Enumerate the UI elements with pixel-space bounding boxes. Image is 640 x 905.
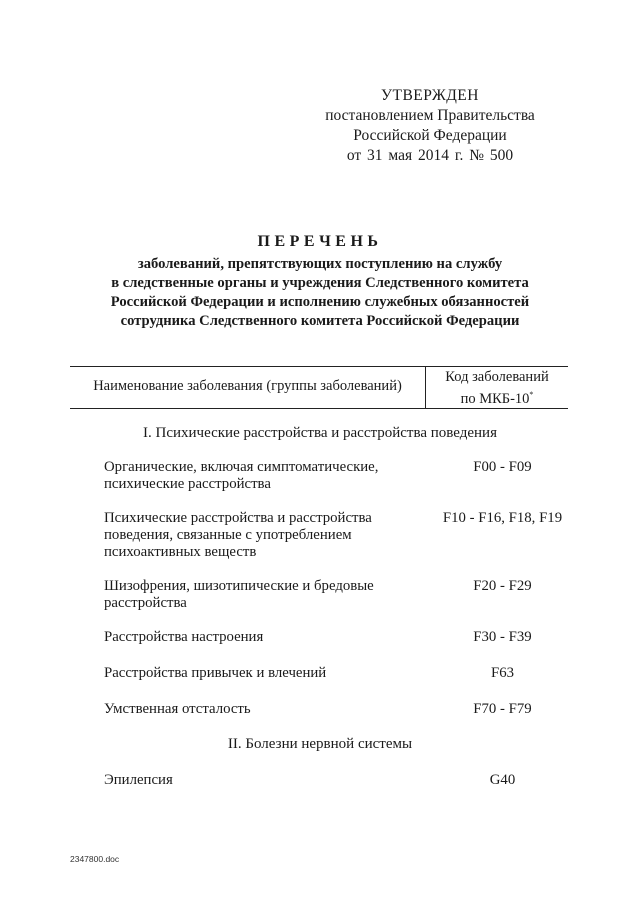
table-row-name: [104, 510, 424, 561]
document-subtitle: [90, 255, 550, 331]
table-row-code: F10 - F16, F18, F19: [442, 510, 563, 526]
approval-line: Российской Федерации: [353, 127, 507, 144]
subtitle-line: сотрудника Следственного комитета Российской Федерации: [120, 313, 520, 329]
table-row-code: F00 - F09: [473, 459, 532, 475]
row-name-line: Умственная отсталость: [104, 701, 251, 717]
section-title: I. Психические расстройства и расстройства поведения: [143, 425, 497, 441]
header-code-line: [426, 386, 568, 408]
table-row-name: [104, 459, 424, 493]
row-name-line: Расстройства настроения: [104, 629, 264, 645]
table-row-name: [104, 629, 424, 646]
row-name-line: психические расстройства: [104, 476, 271, 492]
table-row-code: F30 - F39: [473, 629, 532, 645]
header-code-line: Код заболеваний: [445, 369, 549, 385]
document-title: ПЕРЕЧЕНЬ: [257, 233, 383, 250]
table-row-code: F70 - F79: [473, 701, 532, 717]
table-row-name: [104, 701, 424, 718]
column-header-name: Наименование заболевания (группы заболеваний): [93, 378, 402, 394]
row-name-line: Расстройства привычек и влечений: [104, 665, 327, 681]
row-name-line: расстройства: [104, 595, 187, 611]
file-code: 2347800.doc: [70, 854, 120, 864]
row-name-line: Органические, включая симптоматические,: [104, 459, 379, 475]
table-row-name: [104, 665, 424, 682]
subtitle-line: Российской Федерации и исполнению служебных обязанностей: [110, 294, 530, 310]
column-header-code: [426, 369, 568, 408]
table-row-code: G40: [489, 772, 516, 788]
approval-date: от 31 мая 2014 г. № 500: [346, 147, 514, 164]
table-row-name: [104, 578, 424, 612]
section-title: II. Болезни нервной системы: [227, 736, 413, 752]
header-code-text: по МКБ-10: [460, 390, 530, 407]
row-name-line: Психические расстройства и расстройства: [104, 510, 372, 526]
row-name-line: Эпилепсия: [104, 772, 173, 788]
approval-title: УТВЕРЖДЕН: [381, 87, 479, 104]
approval-line: постановлением Правительства: [325, 107, 535, 124]
approval-block: [300, 86, 560, 166]
table-row-name: [104, 772, 424, 789]
row-name-line: поведения, связанные с употреблением: [104, 527, 352, 543]
row-name-line: психоактивных веществ: [104, 544, 257, 560]
table-row-code: F63: [490, 665, 515, 681]
subtitle-line: в следственные органы и учреждения Следственного комитета: [111, 275, 529, 291]
subtitle-line: заболеваний, препятствующих поступлению на службу: [137, 256, 503, 272]
row-name-line: Шизофрения, шизотипические и бредовые: [104, 578, 374, 594]
footnote-mark: *: [529, 390, 534, 399]
table-row-code: F20 - F29: [473, 578, 532, 594]
table-header: [70, 366, 568, 409]
